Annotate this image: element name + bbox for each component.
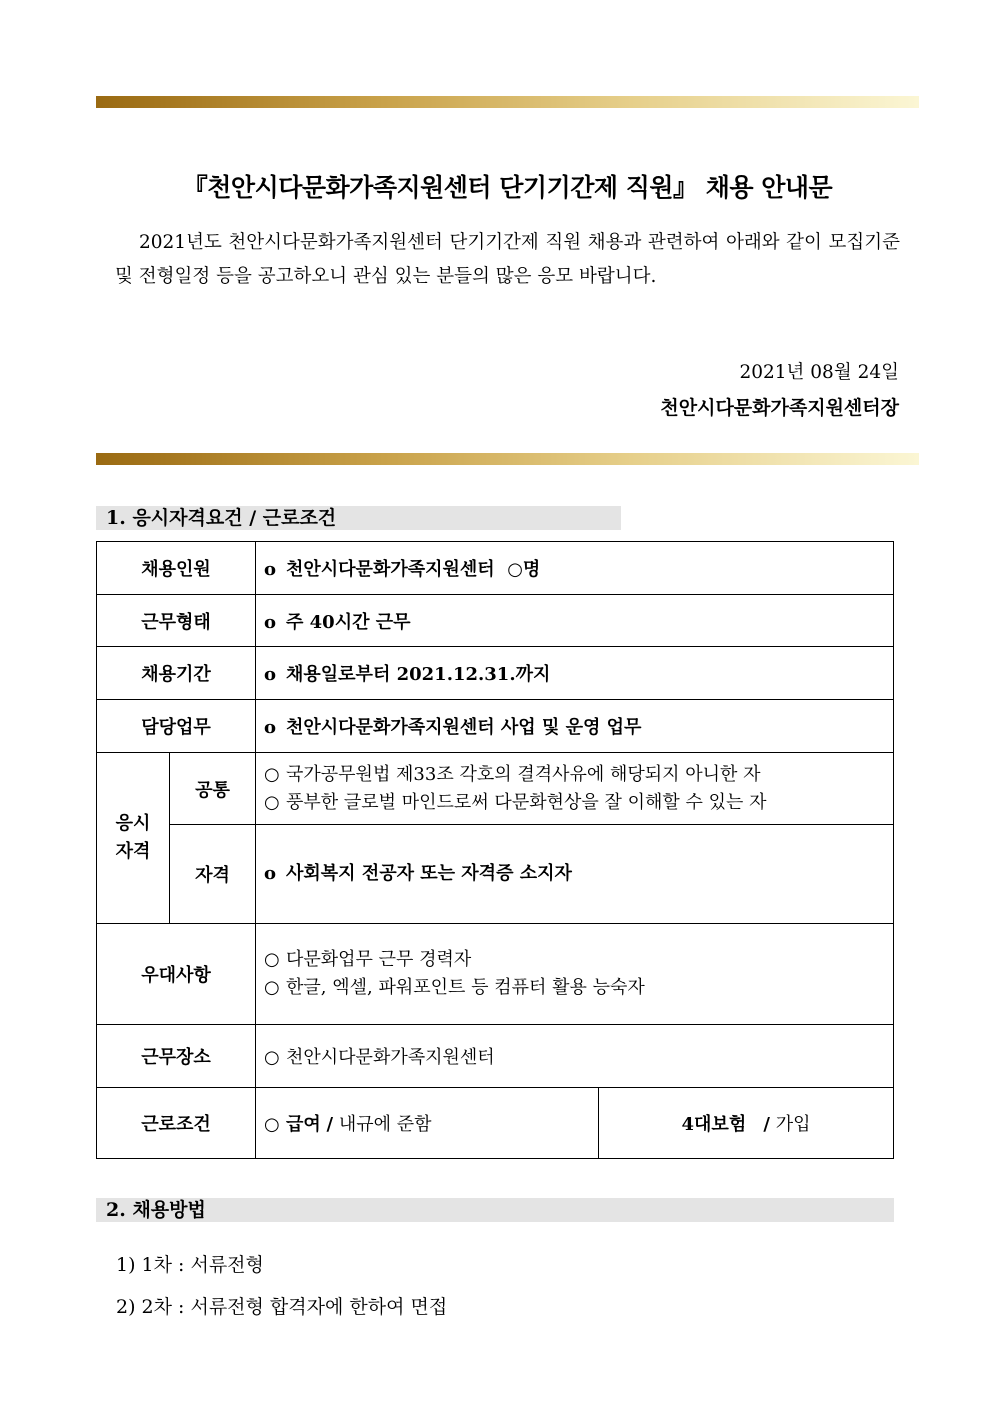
hiring-steps [116,1250,447,1334]
value-hires: o 천안시다문화가족지원센터 ○명 [256,542,894,595]
issuer-name: 천안시다문화가족지원센터장 [660,397,899,419]
list-item: 1) 1차 : 서류전형 [116,1254,264,1276]
value-preference [256,924,894,1025]
list-item: ○ 다문화업무 근무 경력자 [264,949,472,970]
table-row-qualification-common [97,753,894,825]
intro-paragraph: 2021년도 천안시다문화가족지원센터 단기기간제 직원 채용과 관련하여 아래와 같이 모집기준 및 전형일정 등을 공고하오니 관심 있는 분들의 많은 응모 바랍니다. [115,232,900,287]
list-item: ○ 풍부한 글로벌 마인드로써 다문화현상을 잘 이해할 수 있는 자 [264,791,767,813]
label-preference: 우대사항 [97,924,256,1025]
document-title: 『천안시다문화가족지원센터 단기기간제 직원』 채용 안내문 [182,173,833,202]
value-pay: ○ 급여 / 내규에 준함 [256,1088,599,1159]
table-row-qualification-license [97,825,894,924]
label-hires: 채용인원 [97,542,256,595]
section-1-heading: 1. 응시자격요건 / 근로조건 [96,506,621,530]
label-conditions: 근로조건 [97,1088,256,1159]
label-qualification: 응시 자격 [97,753,170,924]
value-period: o 채용일로부터 2021.12.31.까지 [256,647,894,700]
requirements-table [96,541,894,1159]
label-period: 채용기간 [97,647,256,700]
section-2-heading: 2. 채용방법 [96,1198,894,1222]
list-item: ○ 한글, 엑셀, 파워포인트 등 컴퓨터 활용 능숙자 [264,977,645,998]
table-row-work-type [97,595,894,647]
label-location: 근무장소 [97,1025,256,1088]
table-row-conditions [97,1088,894,1159]
value-insurance: 4대보험 / 가입 [599,1088,894,1159]
announcement-date: 2021년 08월 24일 [739,362,899,383]
value-work-type: o 주 40시간 근무 [256,595,894,647]
label-duty: 담당업무 [97,700,256,753]
label-license: 자격 [170,825,256,924]
value-location: ○ 천안시다문화가족지원센터 [256,1025,894,1088]
list-item: 2) 2차 : 서류전형 합격자에 한하여 면접 [116,1296,448,1318]
label-work-type: 근무형태 [97,595,256,647]
list-item: ○ 국가공무원법 제33조 각호의 결격사유에 해당되지 아니한 자 [264,763,761,785]
table-row-location [97,1025,894,1088]
value-duty: o 천안시다문화가족지원센터 사업 및 운영 업무 [256,700,894,753]
table-row-period [97,647,894,700]
top-gold-bar [96,96,919,108]
label-common: 공통 [170,753,256,825]
table-row-hires [97,542,894,595]
bottom-gold-bar [96,453,919,465]
table-row-duty [97,700,894,753]
table-row-preference [97,924,894,1025]
value-license: o 사회복지 전공자 또는 자격증 소지자 [256,825,894,924]
value-common [256,753,894,825]
